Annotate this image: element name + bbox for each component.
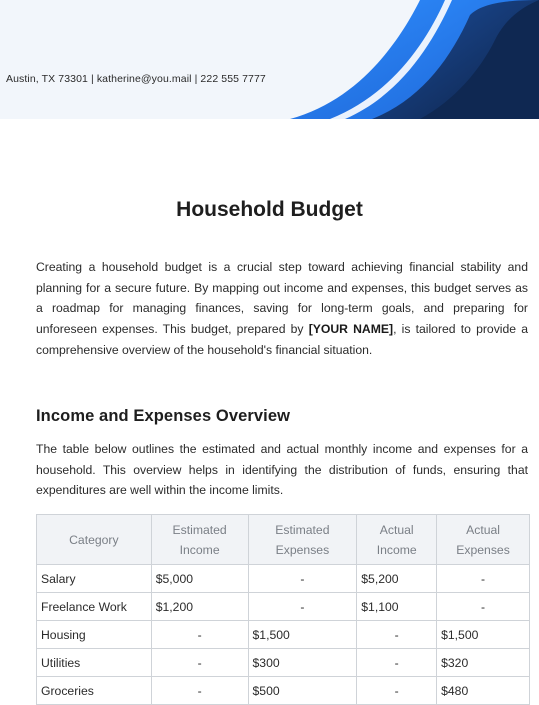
intro-paragraph — [36, 257, 528, 361]
table-cell: $300 — [248, 649, 357, 677]
column-header: Actual Income — [357, 515, 437, 565]
budget-table — [36, 514, 530, 705]
table-row — [37, 677, 530, 705]
table-cell-category: Freelance Work — [37, 593, 152, 621]
table-cell-category: Salary — [37, 565, 152, 593]
table-row — [37, 621, 530, 649]
table-cell: - — [437, 593, 530, 621]
table-row — [37, 565, 530, 593]
table-cell: - — [151, 621, 248, 649]
budget-table-container — [36, 514, 530, 705]
contact-info: Austin, TX 73301 | katherine@you.mail | 222 555 7777 — [6, 73, 266, 85]
table-cell-category: Housing — [37, 621, 152, 649]
table-cell: - — [357, 649, 437, 677]
column-header: Actual Expenses — [437, 515, 530, 565]
page-title: Household Budget — [176, 198, 363, 221]
table-cell-category: Utilities — [37, 649, 152, 677]
table-row — [37, 593, 530, 621]
table-cell: $5,200 — [357, 565, 437, 593]
table-cell: - — [357, 677, 437, 705]
table-cell: $1,500 — [248, 621, 357, 649]
table-cell: - — [151, 677, 248, 705]
column-header: Category — [37, 515, 152, 565]
column-header: Estimated Expenses — [248, 515, 357, 565]
column-header: Estimated Income — [151, 515, 248, 565]
header-wave-graphic — [0, 0, 539, 119]
table-cell-category: Groceries — [37, 677, 152, 705]
header-banner — [0, 0, 539, 119]
name-placeholder: [YOUR NAME] — [308, 322, 394, 337]
table-cell: $5,000 — [151, 565, 248, 593]
table-cell: $1,100 — [357, 593, 437, 621]
table-cell: $500 — [248, 677, 357, 705]
table-cell: $320 — [437, 649, 530, 677]
table-cell: $1,500 — [437, 621, 530, 649]
table-cell: - — [151, 649, 248, 677]
table-cell: - — [357, 621, 437, 649]
section-heading: Income and Expenses Overview — [36, 407, 291, 425]
table-cell: - — [437, 565, 530, 593]
intro-text-start: Creating a household budget is a crucial step toward achieving financial stability and planning for a secure future. By mapping out income and expenses, this budget serves as a roadmap for managing finances, saving for long-term goals, and preparing for unforeseen expenses. This budget, prepared by — [36, 260, 528, 337]
section-paragraph: The table below outlines the estimated and actual monthly income and expenses for a household. This overview helps in identifying the distribution of funds, ensuring that expenditures are well within the income limits. — [36, 442, 528, 498]
table-cell: $1,200 — [151, 593, 248, 621]
table-cell: - — [248, 593, 357, 621]
table-row — [37, 649, 530, 677]
table-cell: - — [248, 565, 357, 593]
table-header-row — [37, 515, 530, 565]
intro-text-end: , is tailored to provide a comprehensive overview of the household's financial situation. — [36, 322, 528, 357]
table-cell: $480 — [437, 677, 530, 705]
